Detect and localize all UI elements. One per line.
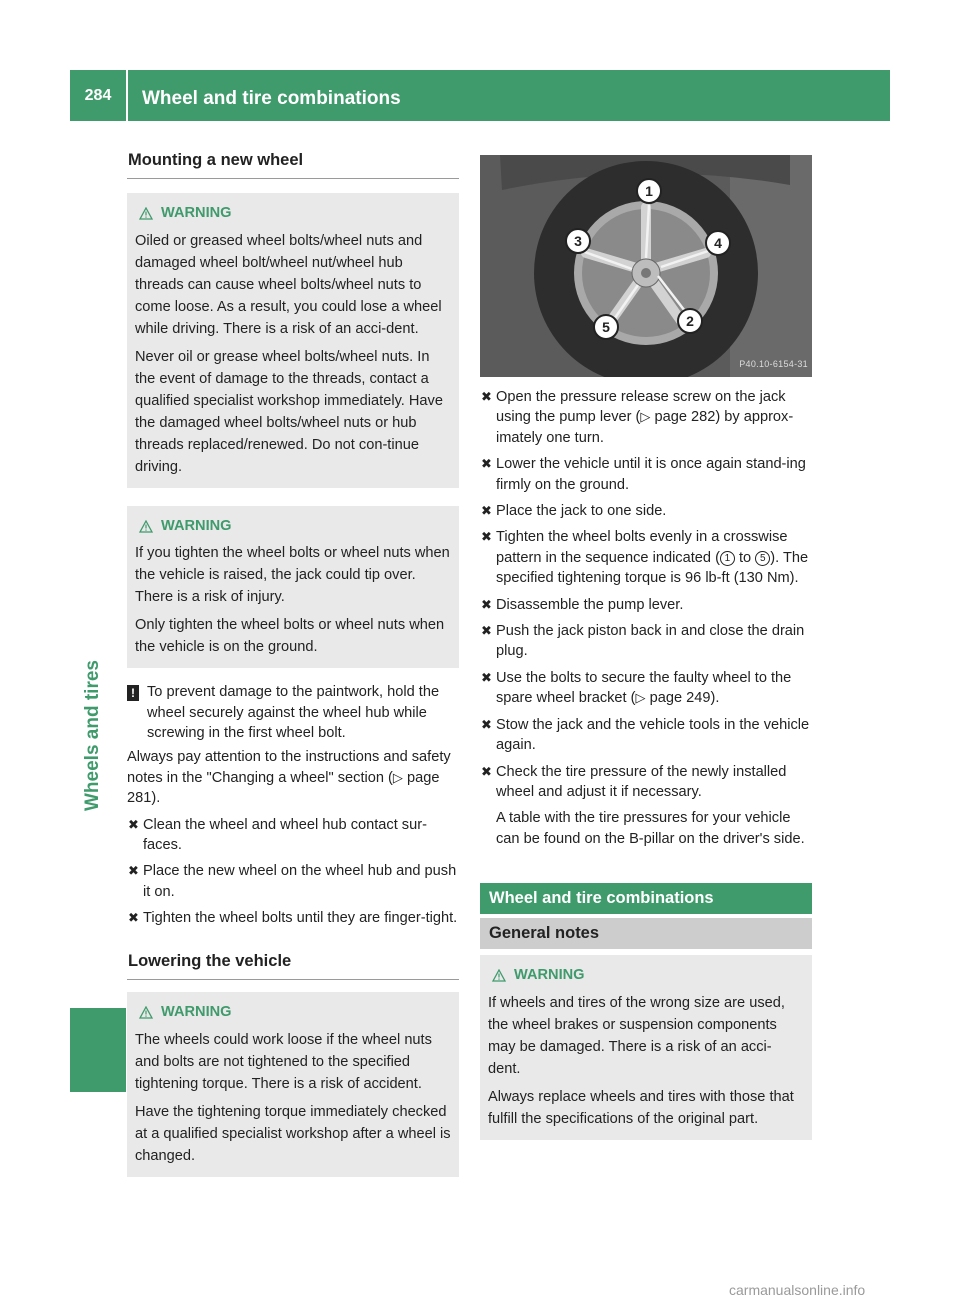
step-continuation: A table with the tire pressures for your vehicle can be found on the B-pillar on the driver's side. bbox=[496, 810, 805, 847]
step-text: Push the jack piston back in and close the drain plug. bbox=[496, 623, 805, 660]
page-reference-link[interactable]: page 282) by approx-imately one turn. bbox=[496, 409, 794, 446]
svg-text:5: 5 bbox=[602, 319, 610, 335]
svg-text:3: 3 bbox=[574, 233, 582, 249]
step-text: Place the jack to one side. bbox=[496, 503, 667, 520]
exclamation-icon: ! bbox=[127, 685, 139, 701]
warning-box bbox=[127, 506, 459, 668]
subsection-heading: General notes bbox=[480, 918, 812, 949]
page-reference-link[interactable]: page 281). bbox=[127, 769, 440, 807]
page-title: Wheel and tire combinations bbox=[142, 88, 401, 109]
step-text: to bbox=[739, 549, 752, 566]
step-arrow-icon: ✖ bbox=[481, 716, 492, 732]
bolt-callout-5 bbox=[594, 315, 618, 339]
step-arrow-icon: ✖ bbox=[481, 669, 492, 685]
callout-number-icon: 5 bbox=[755, 551, 770, 566]
warning-header bbox=[135, 203, 451, 223]
list-item bbox=[480, 595, 812, 615]
warning-triangle-icon bbox=[139, 520, 153, 533]
step-text: Stow the jack and the vehicle tools in the vehicle again. bbox=[496, 716, 810, 754]
list-item bbox=[127, 908, 459, 928]
wheel-bolt-sequence-image bbox=[480, 155, 812, 377]
warning-label: WARNING bbox=[514, 967, 585, 984]
lowering-heading: Lowering the vehicle bbox=[127, 951, 459, 980]
step-arrow-icon: ✖ bbox=[481, 503, 492, 519]
step-arrow-icon: ✖ bbox=[481, 529, 492, 545]
page-ref-arrow-icon: ▷ bbox=[392, 769, 403, 785]
mounting-heading: Mounting a new wheel bbox=[127, 150, 459, 179]
step-text: Check the tire pressure of the newly installed wheel and adjust it if necessary. bbox=[496, 763, 787, 800]
warning-header bbox=[135, 1002, 451, 1022]
list-item bbox=[480, 527, 812, 588]
step-arrow-icon: ✖ bbox=[481, 623, 492, 639]
page-reference-link[interactable]: page 249). bbox=[649, 690, 720, 707]
step-arrow-icon: ✖ bbox=[128, 863, 139, 879]
instructions-paragraph bbox=[127, 747, 459, 808]
step-text: Place the new wheel on the wheel hub and push it on. bbox=[143, 863, 457, 900]
warning-box bbox=[127, 193, 459, 487]
svg-text:4: 4 bbox=[714, 235, 722, 251]
step-text: Disassemble the pump lever. bbox=[496, 596, 684, 613]
list-item bbox=[480, 715, 812, 756]
right-column bbox=[480, 155, 812, 1140]
bolt-callout-2 bbox=[678, 309, 702, 333]
warning-box bbox=[480, 955, 812, 1139]
warning-box bbox=[127, 992, 459, 1176]
bolt-callout-4 bbox=[706, 231, 730, 255]
step-text: Tighten the wheel bolts evenly in a crosswise pattern in the sequence indicated ( bbox=[496, 529, 788, 566]
warning-triangle-icon bbox=[139, 207, 153, 220]
step-text: Use the bolts to secure the faulty wheel to the spare wheel bracket ( bbox=[496, 669, 792, 707]
list-item bbox=[127, 861, 459, 902]
step-arrow-icon: ✖ bbox=[128, 910, 139, 926]
header-divider bbox=[126, 70, 128, 121]
list-item bbox=[127, 815, 459, 856]
warning-triangle-icon bbox=[139, 1006, 153, 1019]
warning-text: Only tighten the wheel bolts or wheel nuts when the vehicle is on the ground. bbox=[135, 617, 445, 656]
step-text: Open the pressure release screw on the jack using the pump lever ( bbox=[496, 389, 786, 426]
svg-text:2: 2 bbox=[686, 313, 694, 329]
step-list bbox=[480, 387, 812, 849]
bolt-callout-1 bbox=[637, 179, 661, 203]
image-caption: P40.10-6154-31 bbox=[739, 358, 808, 369]
warning-label: WARNING bbox=[161, 205, 232, 222]
step-text: ). The specified tightening torque is 96 lb-ft (130 Nm). bbox=[496, 549, 809, 587]
section-heading: Wheel and tire combinations bbox=[480, 883, 812, 914]
list-item bbox=[480, 387, 812, 448]
warning-text: Oiled or greased wheel bolts/wheel nuts and damaged wheel bolt/wheel nut/wheel hub threads can cause wheel bolts/wheel nuts to come loose. As a result, you could lose a wheel while driving. There is a risk of an acci-dent. bbox=[135, 232, 442, 337]
svg-text:1: 1 bbox=[645, 183, 653, 199]
warning-text: Never oil or grease wheel bolts/wheel nuts. In the event of damage to the threads, contact a qualified specialist workshop immediately. Have the damaged wheel bolts/wheel nuts or hub threads replaced/renewed. Do not con-tinue driving. bbox=[135, 348, 443, 475]
callout-number-icon: 1 bbox=[720, 551, 735, 566]
caution-note bbox=[127, 682, 459, 743]
bolt-callout-3 bbox=[566, 229, 590, 253]
step-list bbox=[127, 815, 459, 929]
warning-label: WARNING bbox=[161, 1004, 232, 1021]
note-text: To prevent damage to the paintwork, hold the wheel securely against the wheel hub while screwing in the first wheel bolt. bbox=[147, 684, 440, 742]
step-text: Clean the wheel and wheel hub contact sur-faces. bbox=[143, 816, 427, 854]
page-ref-arrow-icon: ▷ bbox=[640, 409, 651, 425]
list-item bbox=[480, 621, 812, 662]
step-arrow-icon: ✖ bbox=[481, 456, 492, 472]
step-arrow-icon: ✖ bbox=[481, 763, 492, 779]
left-column bbox=[127, 150, 459, 1177]
list-item bbox=[480, 668, 812, 709]
step-arrow-icon: ✖ bbox=[481, 389, 492, 404]
chapter-side-label: Wheels and tires bbox=[82, 660, 103, 811]
warning-text: Always replace wheels and tires with those that fulfill the specifications of the original part. bbox=[488, 1088, 794, 1127]
warning-triangle-icon bbox=[492, 969, 506, 982]
warning-text: The wheels could work loose if the wheel nuts and bolts are not tightened to the specified tightening torque. There is a risk of accident. bbox=[135, 1031, 432, 1092]
step-arrow-icon: ✖ bbox=[128, 816, 139, 832]
page-header bbox=[70, 70, 890, 121]
step-arrow-icon: ✖ bbox=[481, 596, 492, 612]
chapter-side-block bbox=[70, 1008, 126, 1092]
watermark: carmanualsonline.info bbox=[729, 1282, 866, 1298]
instructions-text: Always pay attention to the instructions and safety notes in the "Changing a wheel" section ( bbox=[127, 749, 451, 786]
warning-label: WARNING bbox=[161, 517, 232, 534]
step-text: Tighten the wheel bolts until they are finger-tight. bbox=[143, 910, 458, 927]
warning-header bbox=[488, 965, 804, 985]
warning-text: If wheels and tires of the wrong size are used, the wheel brakes or suspension components may be damaged. There is a risk of an acci-dent. bbox=[488, 994, 785, 1077]
page-ref-arrow-icon: ▷ bbox=[635, 690, 646, 706]
list-item bbox=[480, 454, 812, 495]
page-number: 284 bbox=[84, 86, 112, 104]
warning-header bbox=[135, 516, 451, 536]
list-item bbox=[480, 762, 812, 803]
warning-text: If you tighten the wheel bolts or wheel nuts when the vehicle is raised, the jack could tip over. There is a risk of injury. bbox=[135, 545, 450, 606]
step-text: Lower the vehicle until it is once again stand-ing firmly on the ground. bbox=[496, 456, 806, 493]
warning-text: Have the tightening torque immediately checked at a qualified specialist workshop after a wheel is changed. bbox=[135, 1103, 451, 1164]
list-item bbox=[480, 501, 812, 521]
bolt-callouts bbox=[480, 155, 812, 377]
